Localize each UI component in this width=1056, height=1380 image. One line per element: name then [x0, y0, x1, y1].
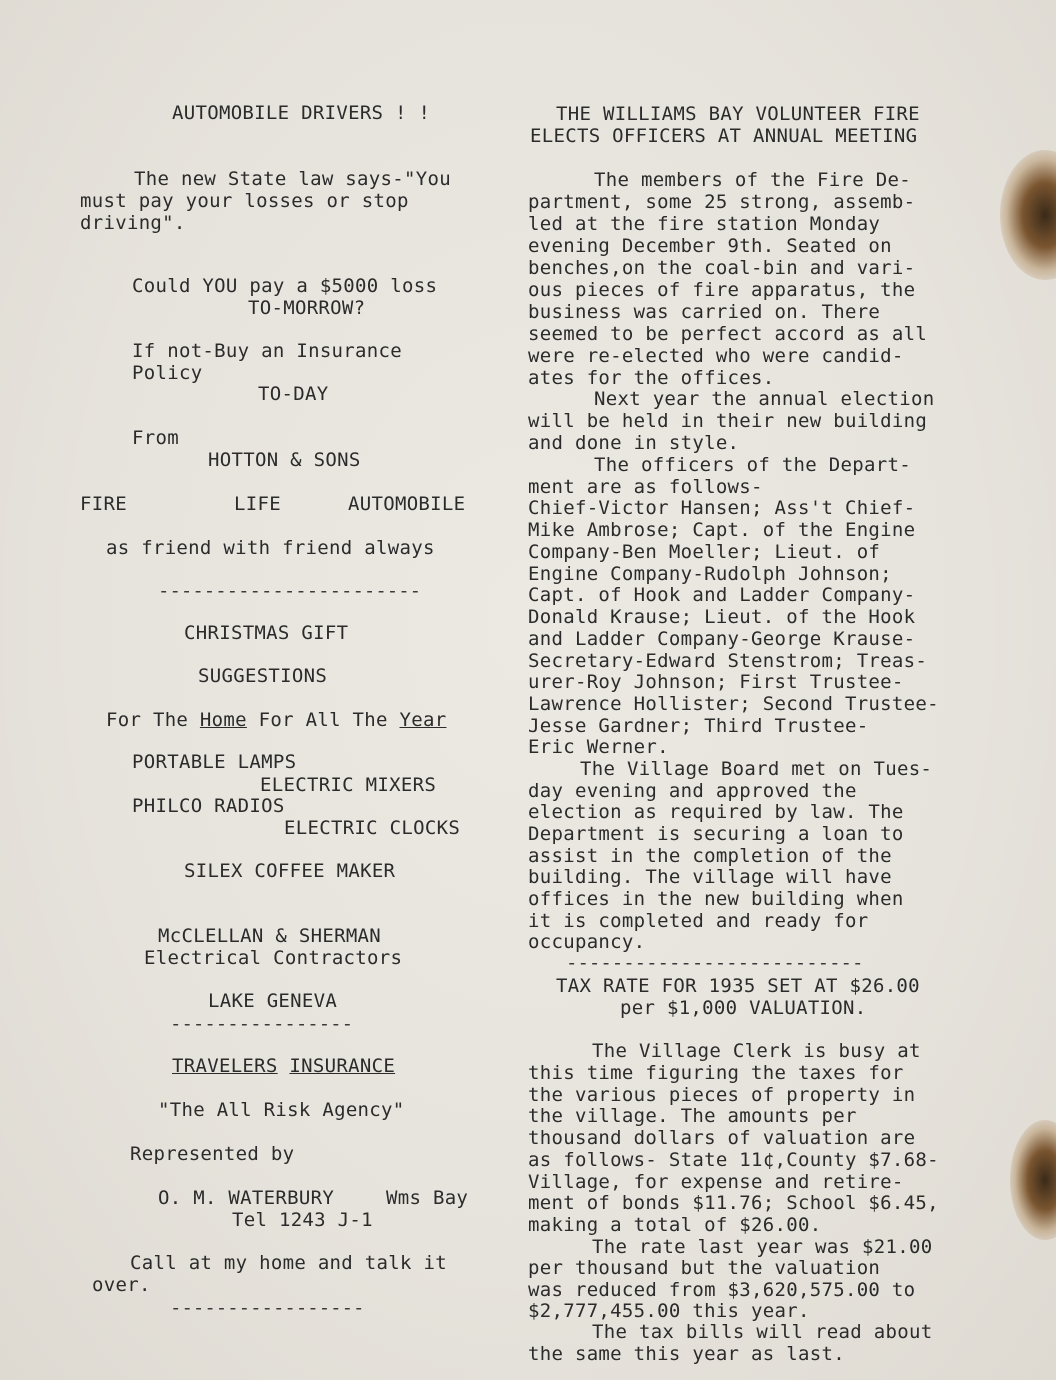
fire-line-16: Chief-Victor Hansen; Ass't Chief- [528, 497, 916, 519]
fire-line-18: Company-Ben Moeller; Lieut. of [528, 541, 881, 563]
travelers-agent: O. M. WATERBURY [158, 1187, 335, 1209]
xmas-item-electric-clocks: ELECTRIC CLOCKS [284, 817, 461, 839]
travelers-represented-by: Represented by [130, 1143, 295, 1165]
fire-line-3: led at the fire station Monday [528, 213, 881, 235]
travelers-phone: Tel 1243 J-1 [232, 1209, 373, 1231]
tax-line-10: The rate last year was $21.00 [592, 1236, 933, 1258]
tax-line-12: was reduced from $3,620,575.00 to [528, 1279, 916, 1301]
fire-line-30: election as required by law. The [528, 801, 904, 823]
fire-line-24: urer-Roy Johnson; First Trustee- [528, 671, 904, 693]
fire-line-23: Secretary-Edward Stenstrom; Treas- [528, 650, 928, 672]
fire-line-17: Mike Ambrose; Capt. of the Engine [528, 519, 916, 541]
xmas-tagline-year: Year [399, 709, 447, 731]
divider-right: -------------------------- [566, 952, 864, 974]
travelers-call-line-2: over. [92, 1274, 151, 1296]
tax-line-11: per thousand but the valuation [528, 1257, 881, 1279]
fire-line-27: Eric Werner. [528, 736, 669, 758]
travelers-title [172, 1056, 395, 1078]
xmas-title-1: CHRISTMAS GIFT [184, 622, 349, 644]
burn-mark-bottom [1010, 1120, 1056, 1240]
xmas-item-philco-radios: PHILCO RADIOS [132, 795, 285, 817]
xmas-tagline [106, 710, 446, 732]
auto-ad-intro-line-2: must pay your losses or stop [80, 190, 409, 212]
auto-ad-motto: as friend with friend always [106, 537, 435, 559]
fire-line-25: Lawrence Hollister; Second Trustee- [528, 693, 939, 715]
fire-line-22: and Ladder Company-George Krause- [528, 628, 916, 650]
fire-line-31: Department is securing a loan to [528, 823, 904, 845]
auto-ad-question-2: TO-MORROW? [248, 297, 366, 319]
burn-mark-top [1000, 150, 1056, 280]
fire-line-6: ous pieces of fire apparatus, the [528, 279, 916, 301]
divider-1: ----------------------- [158, 580, 422, 602]
tax-line-1: The Village Clerk is busy at [592, 1040, 921, 1062]
auto-ad-line-life: LIFE [234, 493, 281, 515]
tax-line-9: making a total of $26.00. [528, 1214, 822, 1236]
fire-line-19: Engine Company-Rudolph Johnson; [528, 563, 892, 585]
auto-ad-agency: HOTTON & SONS [208, 449, 361, 471]
xmas-tagline-home: Home [199, 709, 247, 731]
fire-line-5: benches,on the coal-bin and vari- [528, 257, 916, 279]
xmas-item-portable-lamps: PORTABLE LAMPS [132, 751, 297, 773]
xmas-tagline-pre: For The [106, 709, 200, 731]
auto-ad-buy-line-2: Policy [132, 362, 203, 384]
divider-3: ----------------- [170, 1297, 365, 1319]
fire-headline-2: ELECTS OFFICERS AT ANNUAL MEETING [530, 125, 918, 147]
fire-line-14: The officers of the Depart- [594, 454, 911, 476]
tax-line-15: the same this year as last. [528, 1343, 845, 1365]
travelers-title-word-1: TRAVELERS [172, 1055, 278, 1077]
auto-ad-line-fire: FIRE [80, 493, 127, 515]
fire-line-29: day evening and approved the [528, 780, 857, 802]
fire-line-20: Capt. of Hook and Ladder Company- [528, 584, 916, 606]
travelers-call-line-1: Call at my home and talk it [130, 1252, 447, 1274]
fire-line-11: Next year the annual election [594, 388, 935, 410]
fire-line-28: The Village Board met on Tues- [580, 758, 933, 780]
travelers-quote: "The All Risk Agency" [158, 1099, 405, 1121]
fire-headline-1: THE WILLIAMS BAY VOLUNTEER FIRE [556, 103, 920, 125]
auto-ad-from: From [132, 427, 179, 449]
fire-line-35: it is completed and ready for [528, 910, 869, 932]
tax-line-2: this time figuring the taxes for [528, 1062, 904, 1084]
divider-2: ---------------- [170, 1013, 354, 1035]
travelers-title-word-2: INSURANCE [289, 1055, 396, 1077]
tax-headline-2: per $1,000 VALUATION. [620, 997, 867, 1019]
fire-line-36: occupancy. [528, 931, 646, 953]
travelers-place: Wms Bay [386, 1187, 469, 1209]
tax-line-6: as follows- State 11¢,County $7.68- [528, 1149, 939, 1171]
fire-line-1: The members of the Fire De- [594, 169, 911, 191]
fire-line-32: assist in the completion of the [528, 845, 892, 867]
fire-line-4: evening December 9th. Seated on [528, 235, 892, 257]
tax-line-7: Village, for expense and retire- [528, 1171, 904, 1193]
xmas-firm-subtitle: Electrical Contractors [144, 947, 403, 969]
fire-line-12: will be held in their new building [528, 410, 928, 432]
fire-line-2: partment, some 25 strong, assemb- [528, 191, 916, 213]
auto-ad-intro-line-3: driving". [80, 212, 186, 234]
fire-line-13: and done in style. [528, 432, 740, 454]
tax-line-3: the various pieces of property in [528, 1084, 916, 1106]
fire-line-8: seemed to be perfect accord as all [528, 323, 928, 345]
xmas-firm-name: McCLELLAN & SHERMAN [158, 925, 382, 947]
fire-line-15: ment are as follows- [528, 476, 763, 498]
tax-line-13: $2,777,455.00 this year. [528, 1300, 810, 1322]
auto-ad-line-automobile: AUTOMOBILE [348, 493, 466, 515]
fire-line-9: were re-elected who were candid- [528, 345, 904, 367]
tax-line-14: The tax bills will read about [592, 1321, 933, 1343]
xmas-title-2: SUGGESTIONS [198, 665, 328, 687]
tax-line-4: the village. The amounts per [528, 1105, 857, 1127]
tax-line-8: ment of bonds $11.76; School $6.45, [528, 1192, 939, 1214]
xmas-tagline-mid: For All The [246, 709, 400, 731]
fire-line-26: Jesse Gardner; Third Trustee- [528, 715, 869, 737]
xmas-item-electric-mixers: ELECTRIC MIXERS [260, 774, 437, 796]
fire-line-34: offices in the new building when [528, 888, 904, 910]
fire-line-10: ates for the offices. [528, 367, 775, 389]
auto-ad-intro-line-1: The new State law says-"You [134, 168, 451, 190]
tax-line-5: thousand dollars of valuation are [528, 1127, 916, 1149]
auto-ad-buy-line-1: If not-Buy an Insurance [132, 340, 402, 362]
xmas-item-silex-coffee-maker: SILEX COFFEE MAKER [184, 860, 396, 882]
auto-ad-title: AUTOMOBILE DRIVERS ! ! [172, 102, 431, 124]
auto-ad-question-1: Could YOU pay a $5000 loss [132, 275, 438, 297]
fire-line-7: business was carried on. There [528, 301, 881, 323]
fire-line-21: Donald Krause; Lieut. of the Hook [528, 606, 916, 628]
tax-headline-1: TAX RATE FOR 1935 SET AT $26.00 [556, 975, 920, 997]
fire-line-33: building. The village will have [528, 866, 892, 888]
auto-ad-today: TO-DAY [258, 383, 329, 405]
xmas-town: LAKE GENEVA [208, 990, 338, 1012]
